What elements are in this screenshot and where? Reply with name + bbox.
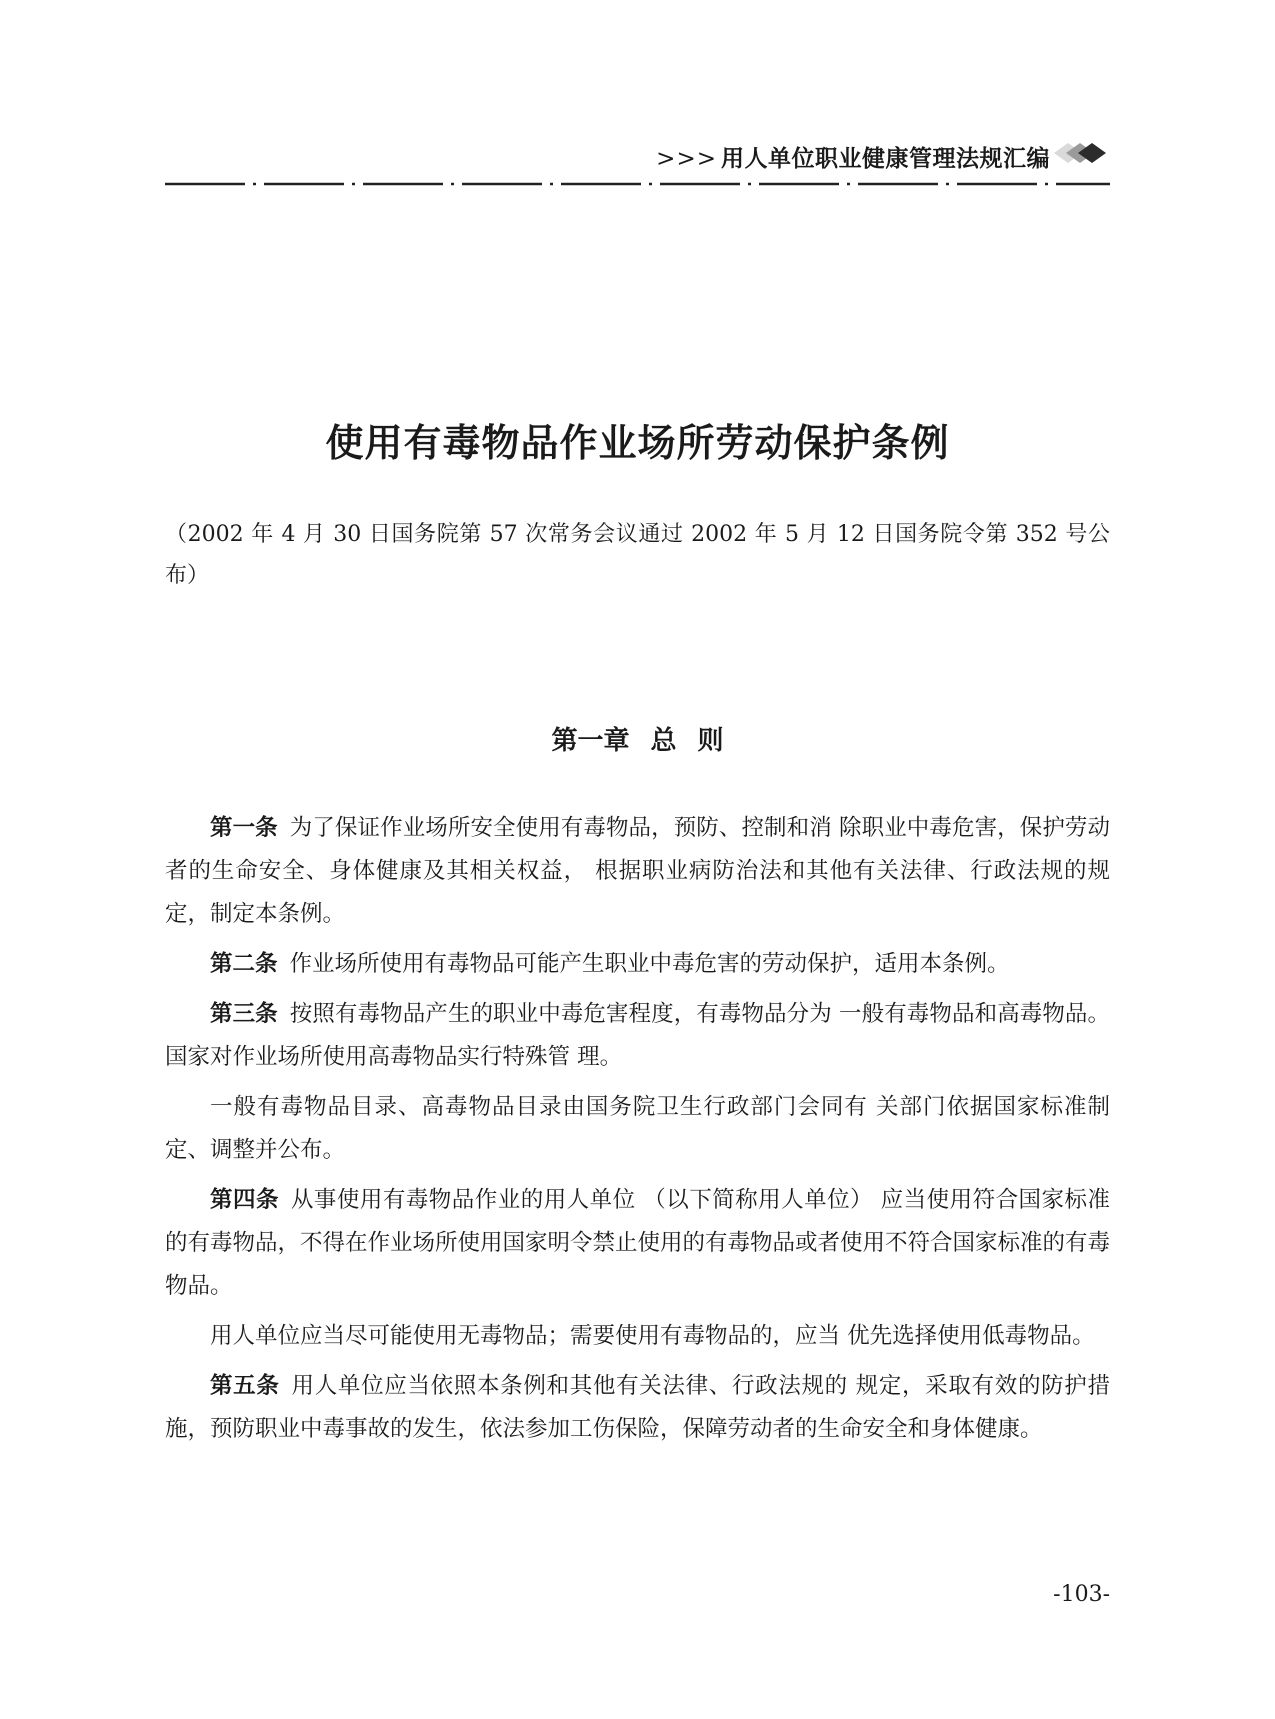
paragraph-article-4 [165, 1179, 1110, 1308]
paragraph-article-3-cont [165, 1086, 1110, 1172]
article-label: 第五条 [210, 1373, 280, 1399]
document-title: 使用有毒物品作业场所劳动保护条例 [325, 420, 950, 465]
publication-note: （2002 年 4 月 30 日国务院第 57 次常务会议通过 2002 年 5 月 12 日国务院令第 352 号公布） [165, 522, 1110, 588]
article-label: 第二条 [210, 951, 278, 977]
paragraph-article-3 [165, 993, 1110, 1079]
article-label: 第三条 [210, 1001, 278, 1027]
chapter-heading: 第一章 总 则 [551, 726, 724, 756]
article-text: 为了保证作业场所安全使用有毒物品，预防、控制和消 除职业中毒危害，保护劳动者的生命安全、身体健康及其相关权益， 根据职业病防治法和其他有关法律、行政法规的规定，制定本条例。 [165, 815, 1110, 927]
article-text: 从事使用有毒物品作业的用人单位 （以下简称用人单位） 应当使用符合国家标准的有毒物品，不得在作业场所使用国家明令禁止使用的有毒物品或者使用不符合国家标准的有毒物品。 [165, 1187, 1111, 1299]
article-text: 用人单位应当依照本条例和其他有关法律、行政法规的 规定，采取有效的防护措施，预防职业中毒事故的发生，依法参加工伤保险，保障劳动者的生命安全和身体健康。 [165, 1373, 1110, 1442]
article-text: 作业场所使用有毒物品可能产生职业中毒危害的劳动保护，适用本条例。 [289, 951, 1010, 977]
paragraph-article-4-cont [165, 1315, 1110, 1358]
article-label: 第四条 [210, 1187, 279, 1213]
running-header [165, 132, 1110, 192]
article-text: 用人单位应当尽可能使用无毒物品；需要使用有毒物品的，应当 优先选择使用低毒物品。 [210, 1323, 1095, 1349]
header-rule [165, 180, 1110, 188]
article-text: 一般有毒物品目录、高毒物品目录由国务院卫生行政部门会同有 关部门依据国家标准制定、调整并公布。 [165, 1094, 1110, 1163]
header-arrows: >>> [656, 146, 717, 172]
running-header-title [656, 140, 1050, 173]
book-title: 用人单位职业健康管理法规汇编 [721, 145, 1050, 172]
document-body [165, 807, 1110, 1458]
article-text: 按照有毒物品产生的职业中毒危害程度，有毒物品分为 一般有毒物品和高毒物品。国家对作业场所使用高毒物品实行特殊管 理。 [165, 1001, 1110, 1070]
diamond-ornament-icon [1052, 138, 1110, 168]
article-label: 第一条 [210, 815, 278, 841]
paragraph-article-2 [165, 943, 1110, 986]
paragraph-article-1 [165, 807, 1110, 936]
paragraph-article-5 [165, 1365, 1110, 1451]
page-number: -103- [1053, 1582, 1110, 1607]
